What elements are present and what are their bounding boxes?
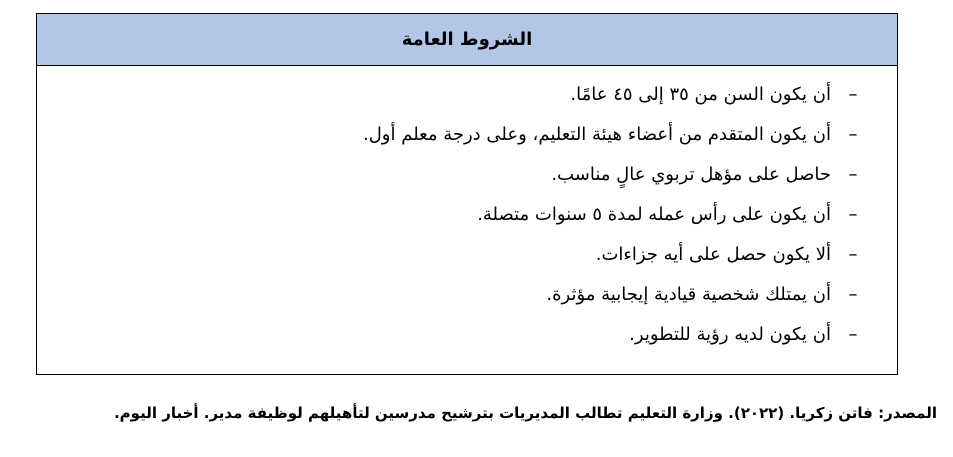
condition-text: أن يكون لديه رؤية للتطوير.	[629, 323, 831, 345]
condition-text: أن يكون المتقدم من أعضاء هيئة التعليم، وعلى درجة معلم أول.	[363, 123, 831, 145]
dash-bullet: –	[848, 283, 858, 305]
condition-item	[37, 154, 865, 194]
conditions-table	[36, 13, 898, 375]
dash-bullet: –	[848, 323, 858, 345]
dash-bullet: –	[848, 83, 858, 105]
condition-item	[37, 194, 865, 234]
condition-text: أن يمتلك شخصية قيادية إيجابية مؤثرة.	[546, 283, 831, 305]
table-header-title: الشروط العامة	[401, 29, 533, 50]
table-header	[37, 14, 897, 66]
condition-item	[37, 314, 865, 354]
condition-item	[37, 234, 865, 274]
table-body	[37, 66, 897, 354]
condition-text: أن يكون السن من ٣٥ إلى ٤٥ عامًا.	[570, 83, 831, 105]
condition-item	[37, 74, 865, 114]
dash-bullet: –	[848, 123, 858, 145]
dash-bullet: –	[848, 243, 858, 265]
condition-item	[37, 274, 865, 314]
conditions-list	[37, 74, 865, 354]
condition-text: أن يكون على رأس عمله لمدة ٥ سنوات متصلة.	[477, 203, 831, 225]
source-citation: المصدر: فاتن زكريا. (٢٠٢٢). وزارة التعليم تطالب المديريات بترشيح مدرسين لتأهيلهم لوظيفة مدير. أخبار اليوم.	[113, 404, 937, 422]
condition-text: ألا يكون حصل على أيه جزاءات.	[595, 243, 831, 265]
condition-text: حاصل على مؤهل تربوي عالٍ مناسب.	[551, 163, 831, 185]
dash-bullet: –	[848, 163, 858, 185]
condition-item	[37, 114, 865, 154]
dash-bullet: –	[848, 203, 858, 225]
